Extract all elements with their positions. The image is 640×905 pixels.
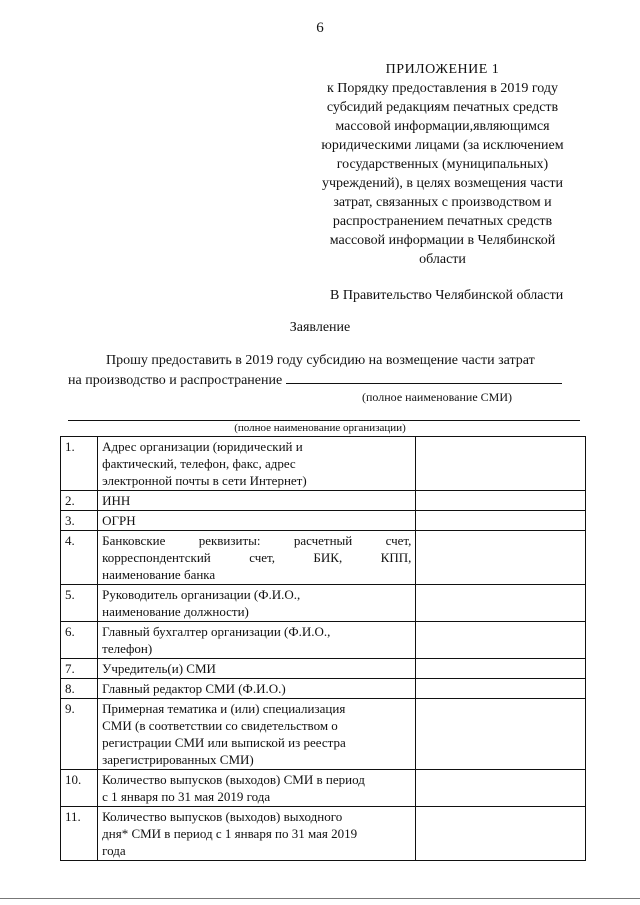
row-label-line: фактический, телефон, факс, адрес <box>102 456 296 471</box>
appendix-line: учреждений), в целях возмещения части <box>321 176 564 191</box>
row-value-cell[interactable] <box>416 699 586 770</box>
appendix-line: затрат, связанных с производством и <box>333 195 552 210</box>
row-label-line: Адрес организации (юридический и <box>102 439 303 454</box>
row-label-line: регистрации СМИ или выпиской из реестра <box>102 735 346 750</box>
organization-name-field[interactable] <box>68 420 580 421</box>
row-label-line: Главный бухгалтер организации (Ф.И.О., <box>102 624 331 639</box>
row-value-cell[interactable] <box>416 437 586 491</box>
row-label <box>98 437 416 491</box>
row-label-line: ИНН <box>102 493 131 508</box>
recipient: В Правительство Челябинской области <box>330 288 564 303</box>
row-label-line: Количество выпусков (выходов) выходного <box>102 809 343 824</box>
media-name-hint: (полное наименование СМИ) <box>362 390 512 404</box>
appendix-line: массовой информации в Челябинской <box>329 233 556 248</box>
row-label-line: ОГРН <box>102 513 136 528</box>
row-number: 4. <box>61 531 98 585</box>
row-label-line: Примерная тематика и (или) специализация <box>102 701 346 716</box>
table-row <box>61 659 586 679</box>
row-label <box>98 679 416 699</box>
row-label-line: корреспондентский счет, БИК, КПП, <box>102 550 412 565</box>
row-number: 6. <box>61 622 98 659</box>
row-label <box>98 531 416 585</box>
row-number: 5. <box>61 585 98 622</box>
row-label <box>98 585 416 622</box>
appendix-line: распространением печатных средств <box>332 214 553 229</box>
table-row <box>61 622 586 659</box>
row-number: 11. <box>61 807 98 861</box>
document-title: Заявление <box>289 320 351 335</box>
row-label-line: Учредитель(и) СМИ <box>102 661 216 676</box>
row-label-line: с 1 января по 31 мая 2019 года <box>102 789 271 804</box>
row-label-line: СМИ (в соответствии со свидетельством о <box>102 718 338 733</box>
page-number: 6 <box>316 20 324 36</box>
row-label <box>98 659 416 679</box>
row-label <box>98 622 416 659</box>
row-value-cell[interactable] <box>416 511 586 531</box>
row-value-cell[interactable] <box>416 622 586 659</box>
row-label <box>98 491 416 511</box>
row-number: 8. <box>61 679 98 699</box>
row-label-line: Руководитель организации (Ф.И.О., <box>102 587 301 602</box>
request-line-1: Прошу предоставить в 2019 году субсидию на возмещение части затрат <box>106 353 535 368</box>
appendix-line: субсидий редакциям печатных средств <box>326 100 559 115</box>
row-value-cell[interactable] <box>416 491 586 511</box>
request-paragraph <box>68 351 588 390</box>
organization-name-hint: (полное наименование организации) <box>234 422 406 434</box>
row-number: 9. <box>61 699 98 770</box>
table-row <box>61 491 586 511</box>
row-label <box>98 770 416 807</box>
row-label-line: электронной почты в сети Интернет) <box>102 473 307 488</box>
row-label-line: зарегистрированных СМИ) <box>102 752 254 767</box>
appendix-line: к Порядку предоставления в 2019 году <box>326 81 559 96</box>
page-bottom-border <box>0 898 640 899</box>
table-row <box>61 531 586 585</box>
table-row <box>61 699 586 770</box>
row-value-cell[interactable] <box>416 531 586 585</box>
appendix-title: ПРИЛОЖЕНИЕ 1 <box>385 62 500 77</box>
table-row <box>61 437 586 491</box>
request-line-2-text: на производство и распространение <box>68 373 283 388</box>
row-number: 1. <box>61 437 98 491</box>
row-label <box>98 511 416 531</box>
table-row <box>61 511 586 531</box>
row-number: 2. <box>61 491 98 511</box>
table-row <box>61 679 586 699</box>
table-row <box>61 770 586 807</box>
appendix-line: юридическими лицами (за исключением <box>321 138 564 153</box>
table-row <box>61 585 586 622</box>
row-value-cell[interactable] <box>416 585 586 622</box>
request-line-2 <box>68 370 588 390</box>
row-label-line: года <box>102 843 126 858</box>
application-table <box>60 436 586 861</box>
row-label-line: Банковские реквизиты: расчетный счет, <box>102 533 412 548</box>
table-row <box>61 807 586 861</box>
appendix-block <box>300 60 585 269</box>
row-number: 3. <box>61 511 98 531</box>
row-label-line: наименование банка <box>102 567 216 582</box>
row-label <box>98 699 416 770</box>
row-label-line: телефон) <box>102 641 153 656</box>
row-label <box>98 807 416 861</box>
appendix-line: массовой информации,являющимся <box>335 119 550 134</box>
row-label-line: наименование должности) <box>102 604 249 619</box>
row-number: 7. <box>61 659 98 679</box>
row-value-cell[interactable] <box>416 679 586 699</box>
appendix-line: государственных (муниципальных) <box>336 157 549 172</box>
appendix-line: области <box>419 252 466 267</box>
row-label-line: Главный редактор СМИ (Ф.И.О.) <box>102 681 286 696</box>
row-value-cell[interactable] <box>416 770 586 807</box>
row-value-cell[interactable] <box>416 807 586 861</box>
row-value-cell[interactable] <box>416 659 586 679</box>
row-label-line: дня* СМИ в период с 1 января по 31 мая 2019 <box>102 826 358 841</box>
row-number: 10. <box>61 770 98 807</box>
row-label-line: Количество выпусков (выходов) СМИ в период <box>102 772 365 787</box>
media-name-field[interactable] <box>286 370 562 384</box>
